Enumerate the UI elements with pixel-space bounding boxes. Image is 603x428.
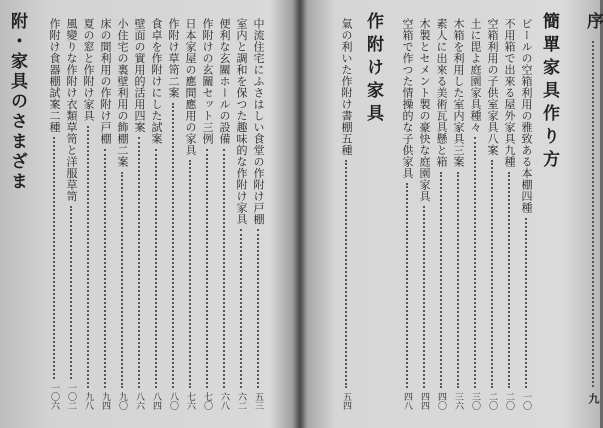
leader-dots: [121, 172, 123, 389]
entry-title: 氣の利いた作附け書棚五種: [340, 18, 353, 156]
toc-entry: [452, 18, 464, 410]
leader-dots: [240, 229, 242, 388]
leader-dots: [206, 149, 208, 389]
section-title: 作附け家具: [363, 12, 383, 127]
leader-dots: [457, 172, 459, 389]
leader-dots: [223, 149, 225, 389]
entry-title: 中流住宅にふさはしい食堂の作附け戸棚: [252, 18, 265, 225]
leader-dots: [440, 172, 442, 389]
entry-page: 一〇六: [49, 383, 59, 410]
entry-page: 三〇: [470, 392, 480, 410]
entry-title: 作附け草笥二案: [167, 18, 180, 99]
appendix-title: 附・家具のさまざま: [7, 12, 27, 192]
entry-page: 三六: [453, 392, 463, 410]
preface-page: 九: [587, 393, 600, 404]
entry-title: 日本家屋の應間應用の家具: [184, 18, 197, 156]
toc-entry: [133, 18, 145, 410]
entry-title: ビールの空箱利用の雅致ある本棚四種: [520, 18, 533, 214]
entry-page: 一〇: [521, 392, 531, 410]
leader-dots: [345, 160, 347, 388]
entry-page: 八六: [134, 392, 144, 410]
leader-dots: [172, 103, 174, 389]
entry-title: 作附けの玄關セット三例: [201, 18, 214, 145]
entry-page: 九八: [83, 392, 93, 410]
toc-entry: [418, 18, 430, 410]
section-title: 簡單家具作り方: [539, 12, 559, 173]
entry-title: 空箱で作つた情操的な子供家具: [401, 18, 414, 179]
entry-page: 五四: [341, 392, 351, 410]
leader-dots: [87, 126, 89, 389]
toc-entry: [99, 18, 111, 410]
entry-page: 五三: [253, 392, 263, 410]
entry-page: 八四: [151, 392, 161, 410]
toc-entry: [218, 18, 230, 410]
entry-title: 素人に出來る美術瓦具懸と箱: [435, 18, 448, 168]
toc-entry: [340, 18, 352, 410]
toc-entry: [520, 18, 532, 410]
entry-title: 床の間利用の作附け戸棚: [99, 18, 112, 145]
leader-dots: [592, 41, 594, 387]
toc-entry: [150, 18, 162, 410]
leader-dots: [70, 206, 72, 379]
entry-title: 小住宅の裏壁利用の飾棚二案: [116, 18, 129, 168]
entry-page: 四八: [402, 392, 412, 410]
toc-entry: [486, 18, 498, 410]
leader-dots: [423, 206, 425, 388]
toc-entry: [82, 18, 94, 410]
leader-dots: [257, 229, 259, 388]
entry-page: 八〇: [168, 392, 178, 410]
toc-entry: [201, 18, 213, 410]
leader-dots: [525, 218, 527, 389]
section-heading-built-in-furniture: [364, 12, 382, 404]
entry-title: 空箱利用の子供室家具八案: [486, 18, 499, 156]
leader-dots: [138, 137, 140, 388]
entry-page: 六二: [236, 392, 246, 410]
entry-title: 壁面の實用的活用四案: [133, 18, 146, 133]
toc-entry: [435, 18, 447, 410]
preface-heading: [584, 12, 602, 404]
leader-dots: [53, 137, 55, 379]
entry-page: 四四: [419, 392, 429, 410]
leader-dots: [406, 183, 408, 388]
toc-entry: [184, 18, 196, 410]
entry-page: 七六: [185, 392, 195, 410]
leader-dots: [104, 149, 106, 389]
appendix-heading: [8, 12, 26, 404]
entry-page: 九〇: [117, 392, 127, 410]
entry-page: 九四: [100, 392, 110, 410]
entry-title: 土に毘よ庭園家具種々: [469, 18, 482, 133]
leader-dots: [155, 149, 157, 389]
entry-page: 二〇: [504, 392, 514, 410]
entry-title: 不用箱で出來る屋外家具九種: [503, 18, 516, 168]
toc-entry: [503, 18, 515, 410]
leader-dots: [508, 172, 510, 389]
toc-entry: [469, 18, 481, 410]
leader-dots: [491, 160, 493, 388]
toc-entry: [48, 18, 60, 410]
entry-title: 夏の窓と作附け家具: [82, 18, 95, 122]
section-heading-simple-furniture: [540, 12, 558, 404]
entry-title: 風變りな作附け衣類草笥と洋服草笥: [65, 18, 78, 202]
entry-page: 四〇: [436, 392, 446, 410]
entry-title: 室内と調和を保つた趣味的な作附け家具: [235, 18, 248, 225]
toc-entry: [252, 18, 264, 410]
entry-page: 六八: [219, 392, 229, 410]
leader-dots: [189, 160, 191, 388]
entry-title: 作附け食器棚試案二種: [48, 18, 61, 133]
entry-title: 木製とセメント製の豪快な庭園家具: [418, 18, 431, 202]
entry-title: 木箱を利用した室内家具三案: [452, 18, 465, 168]
leader-dots: [474, 137, 476, 388]
toc-entry: [167, 18, 179, 410]
toc-entry: [65, 18, 77, 410]
entry-page: 一〇二: [66, 383, 76, 410]
toc-entry: [235, 18, 247, 410]
right-page: [302, 0, 603, 428]
entry-title: 食卓を作附けにした試案: [150, 18, 163, 145]
entry-title: 便利な玄關ホールの設備: [218, 18, 231, 145]
entry-page: 七〇: [202, 392, 212, 410]
toc-entry: [116, 18, 128, 410]
left-page: [0, 0, 298, 428]
preface-title: 序: [583, 12, 603, 35]
entry-page: 二〇: [487, 392, 497, 410]
toc-entry: [401, 18, 413, 410]
